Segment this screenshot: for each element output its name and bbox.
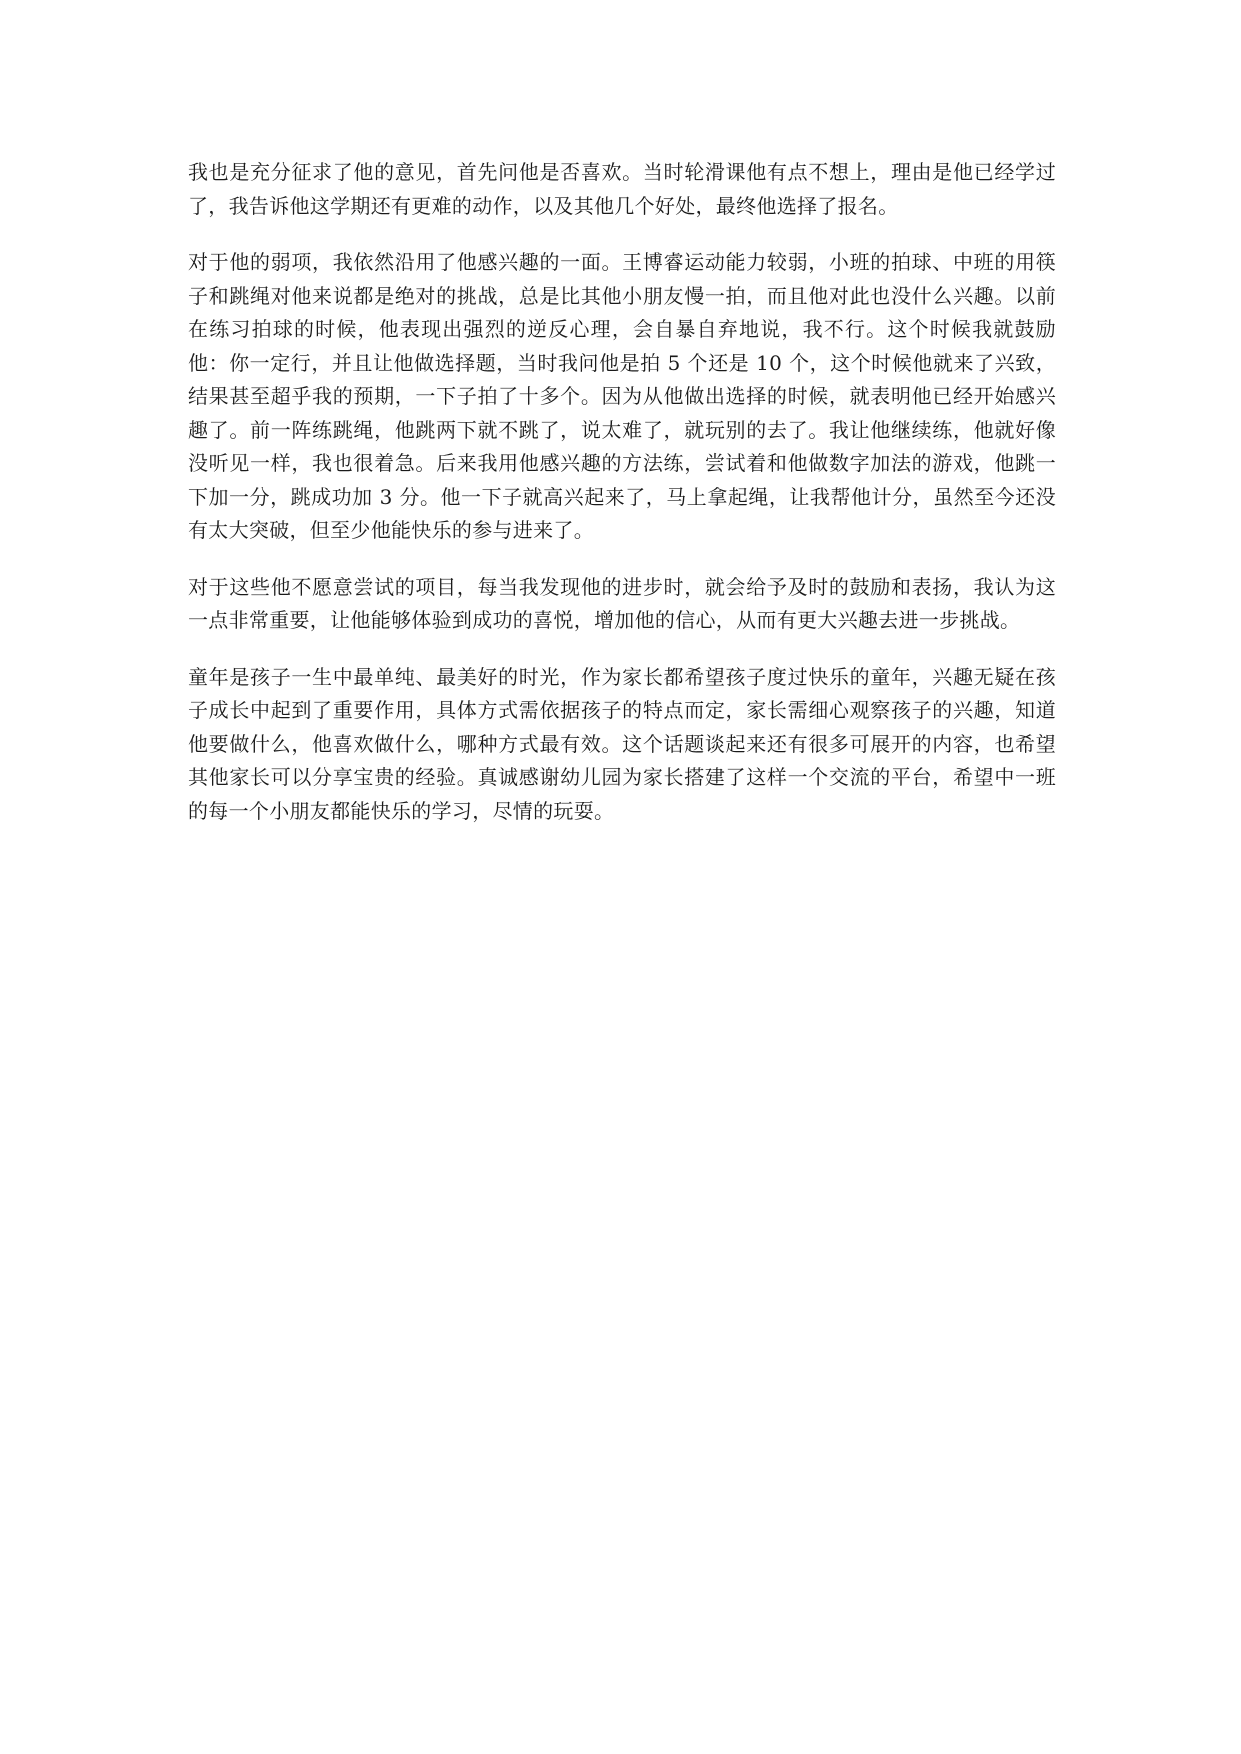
- document-body: [188, 156, 1056, 828]
- paragraph: 对于他的弱项，我依然沿用了他感兴趣的一面。王博睿运动能力较弱，小班的拍球、中班的用筷子和跳绳对他来说都是绝对的挑战，总是比其他小朋友慢一拍，而且他对此也没什么兴趣。以前在练习拍球的时候，他表现出强烈的逆反心理，会自暴自弃地说，我不行。这个时候我就鼓励他：你一定行，并且让他做选择题，当时我问他是拍 5 个还是 10 个，这个时候他就来了兴致，结果甚至超乎我的预期，一下子拍了十多个。因为从他做出选择的时候，就表明他已经开始感兴趣了。前一阵练跳绳，他跳两下就不跳了，说太难了，就玩别的去了。我让他继续练，他就好像没听见一样，我也很着急。后来我用他感兴趣的方法练，尝试着和他做数字加法的游戏，他跳一下加一分，跳成功加 3 分。他一下子就高兴起来了，马上拿起绳，让我帮他计分，虽然至今还没有太大突破，但至少他能快乐的参与进来了。: [188, 250, 1056, 542]
- paragraph: 童年是孩子一生中最单纯、最美好的时光，作为家长都希望孩子度过快乐的童年，兴趣无疑在孩子成长中起到了重要作用，具体方式需依据孩子的特点而定，家长需细心观察孩子的兴趣，知道他要做什么，他喜欢做什么，哪种方式最有效。这个话题谈起来还有很多可展开的内容，也希望其他家长可以分享宝贵的经验。真诚感谢幼儿园为家长搭建了这样一个交流的平台，希望中一班的每一个小朋友都能快乐的学习，尽情的玩耍。: [188, 664, 1056, 823]
- paragraph: 我也是充分征求了他的意见，首先问他是否喜欢。当时轮滑课他有点不想上，理由是他已经学过了，我告诉他这学期还有更难的动作，以及其他几个好处，最终他选择了报名。: [188, 160, 1056, 218]
- paragraph: 对于这些他不愿意尝试的项目，每当我发现他的进步时，就会给予及时的鼓励和表扬，我认为这一点非常重要，让他能够体验到成功的喜悦，增加他的信心，从而有更大兴趣去进一步挑战。: [188, 574, 1056, 632]
